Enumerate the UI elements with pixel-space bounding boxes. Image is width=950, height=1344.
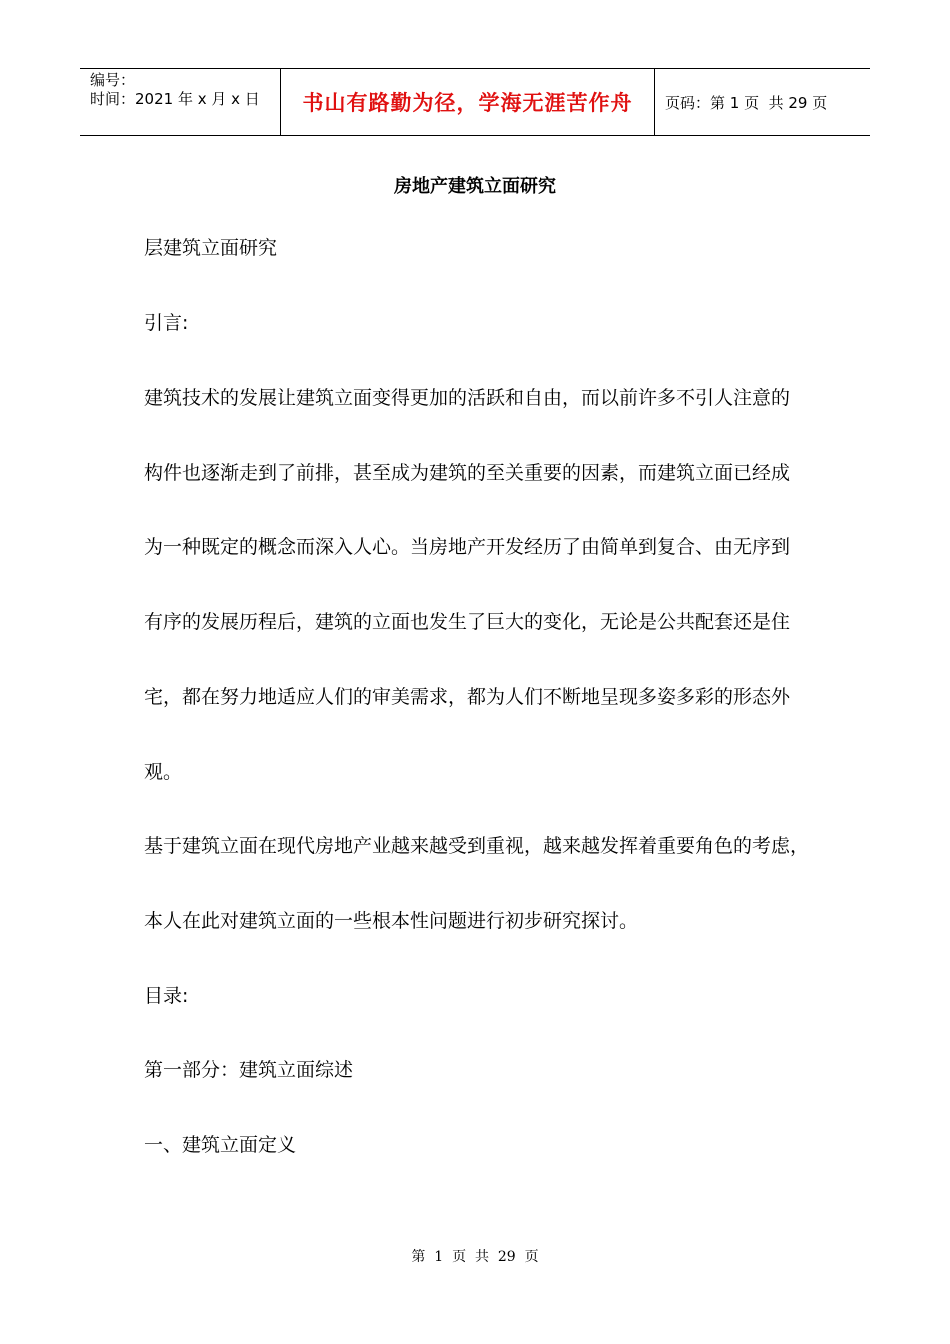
body-line: 建筑技术的发展让建筑立面变得更加的活跃和自由，而以前许多不引人注意的 <box>144 387 791 409</box>
document-date-label: 时间：2021 年 x 月 x 日 <box>90 90 260 108</box>
document-title: 房地产建筑立面研究 <box>394 176 556 197</box>
body-line: 宅，都在努力地适应人们的审美需求，都为人们不断地呈现多姿多彩的形态外 <box>144 686 791 708</box>
header-table <box>80 68 870 136</box>
body-line: 观。 <box>144 761 183 783</box>
header-page-info: 页码：第 1 页 共 29 页 <box>665 93 828 112</box>
body-line: 引言: <box>144 312 189 334</box>
body-line: 一、建筑立面定义 <box>144 1134 297 1156</box>
page-footer: 第 1 页 共 29 页 <box>411 1249 539 1265</box>
body-line: 有序的发展历程后，建筑的立面也发生了巨大的变化，无论是公共配套还是住 <box>144 611 791 633</box>
body-line: 本人在此对建筑立面的一些根本性问题进行初步研究探讨。 <box>144 910 639 932</box>
body-line: 第一部分：建筑立面综述 <box>144 1059 354 1081</box>
body-line: 基于建筑立面在现代房地产业越来越受到重视，越来越发挥着重要角色的考虑， <box>144 835 810 857</box>
header-motto: 书山有路勤为径，学海无涯苦作舟 <box>281 69 655 135</box>
body-line: 层建筑立面研究 <box>144 237 278 259</box>
body-line: 为一种既定的概念而深入人心。当房地产开发经历了由简单到复合、由无序到 <box>144 536 791 558</box>
document-number-label: 编号： <box>90 71 136 89</box>
body-line: 构件也逐渐走到了前排，甚至成为建筑的至关重要的因素，而建筑立面已经成 <box>144 462 791 484</box>
body-line: 目录: <box>144 985 189 1007</box>
header-page-info-cell <box>655 69 870 135</box>
header-meta-cell <box>80 69 281 135</box>
